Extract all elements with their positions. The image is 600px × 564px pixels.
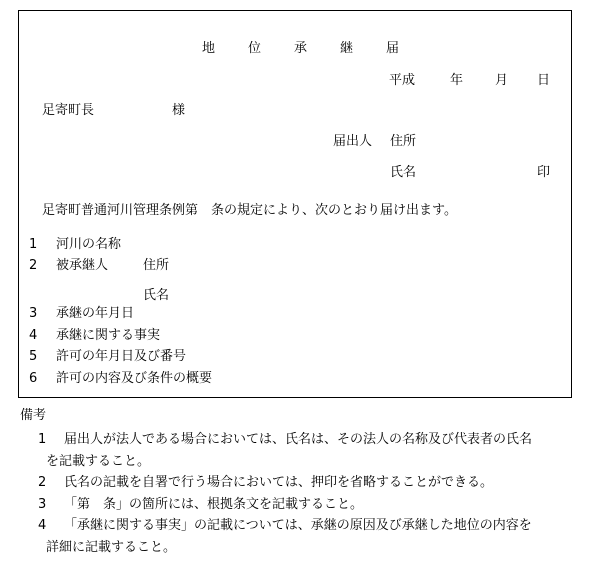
title-char: 位 (248, 41, 262, 56)
note-text-continued: を記載すること。 (46, 454, 151, 469)
note-text: 届出人が法人である場合においては、氏名は、その法人の名称及び代表者の氏名 (64, 432, 533, 447)
item-number: 4 (29, 328, 38, 343)
form-title (202, 41, 432, 57)
notifier-label: 届出人 (333, 134, 373, 149)
title-char: 承 (294, 41, 308, 56)
item-number: 1 (29, 237, 38, 252)
item-label: 被承継人 (56, 258, 109, 273)
addressee-honorific: 様 (172, 103, 186, 118)
item-label: 河川の名称 (56, 237, 122, 252)
item-number: 5 (29, 349, 38, 364)
date-year: 年 (450, 73, 464, 88)
item-number: 3 (29, 306, 38, 321)
note-number: 3 (38, 497, 47, 512)
notifier-name-label: 氏名 (390, 165, 417, 180)
item-sub-address-label: 住所 (143, 258, 170, 273)
seal-label: 印 (537, 165, 551, 180)
item-sub-name-label: 氏名 (143, 288, 170, 303)
note-text: 「第 条」の箇所には、根拠条文を記載すること。 (64, 497, 364, 512)
title-char: 届 (386, 41, 400, 56)
note-number: 4 (38, 518, 47, 533)
note-text: 「承継に関する事実」の記載については、承継の原因及び承継した地位の内容を (64, 518, 532, 533)
date-month: 月 (495, 73, 509, 88)
date-era: 平成 (389, 73, 416, 88)
item-label: 承継の年月日 (56, 306, 135, 321)
item-number: 2 (29, 258, 38, 273)
note-text: 氏名の記載を自署で行う場合においては、押印を省略することができる。 (64, 475, 494, 490)
item-label: 許可の内容及び条件の概要 (56, 371, 213, 386)
title-char: 地 (202, 41, 216, 56)
item-label: 承継に関する事実 (56, 328, 161, 343)
remarks-heading: 備考 (20, 408, 47, 423)
item-label: 許可の年月日及び番号 (56, 349, 187, 364)
addressee-name: 足寄町長 (42, 103, 95, 118)
statement: 足寄町普通河川管理条例第 条の規定により、次のとおり届け出ます。 (42, 203, 457, 218)
note-number: 2 (38, 475, 47, 490)
note-number: 1 (38, 432, 47, 447)
date-day: 日 (537, 73, 551, 88)
title-char: 継 (340, 41, 354, 56)
notifier-address-label: 住所 (390, 134, 417, 149)
item-number: 6 (29, 371, 38, 386)
note-text-continued: 詳細に記載すること。 (46, 540, 177, 555)
